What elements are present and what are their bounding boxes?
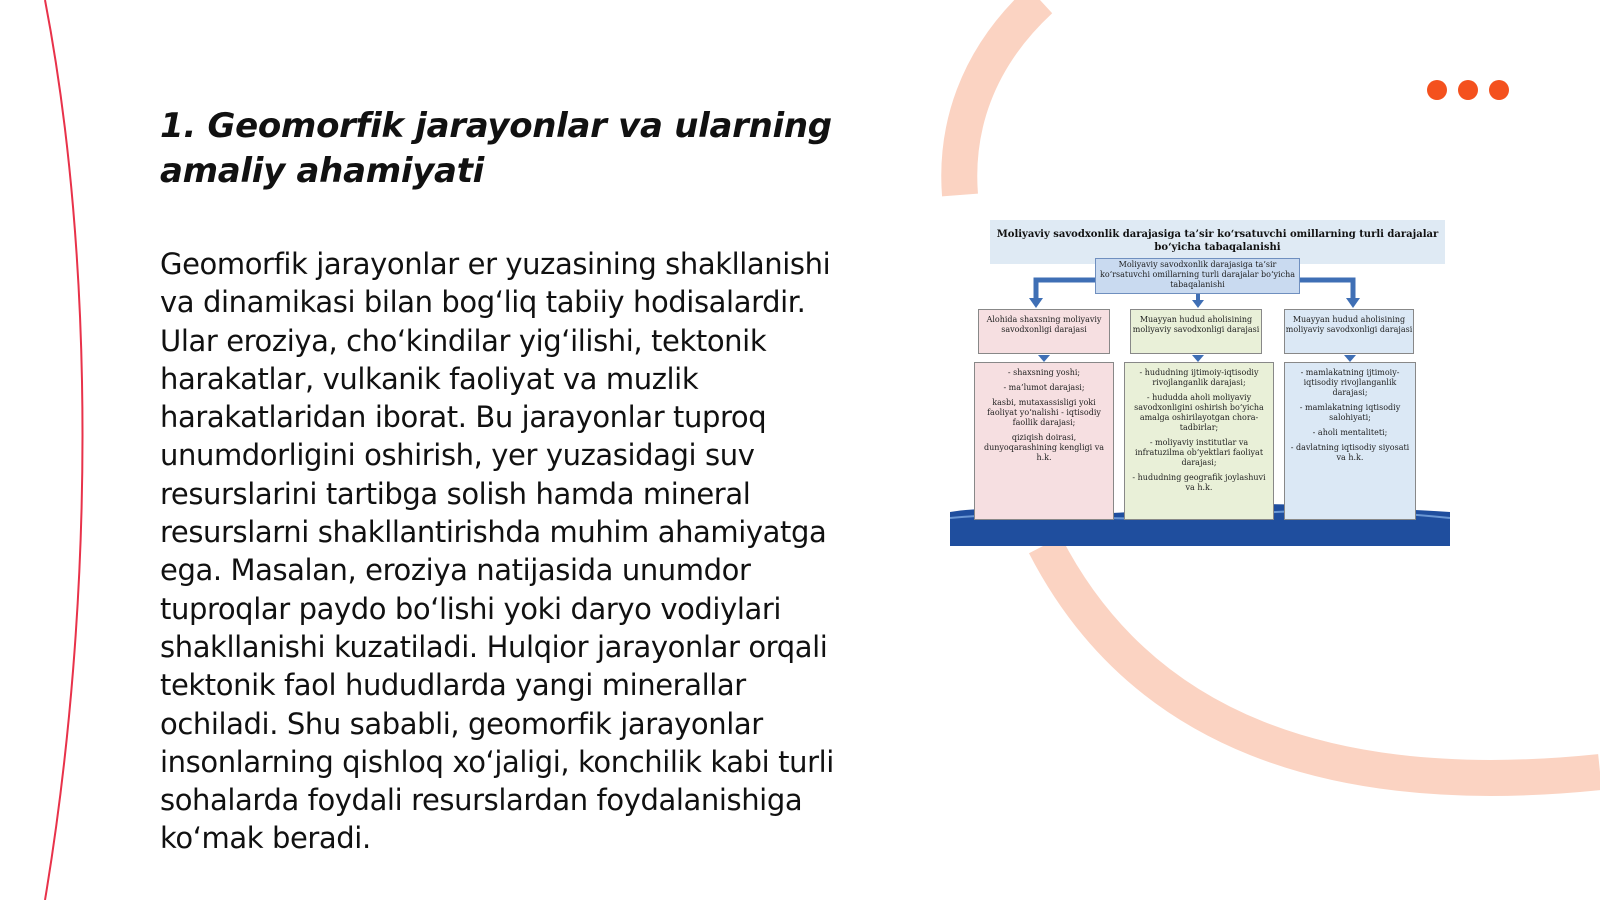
diagram-list-item: - davlatning iqtisodiy siyosati va h.k. xyxy=(1290,443,1410,462)
peach-arc-top xyxy=(959,0,1040,195)
slide-body-text: Geomorfik jarayonlar er yuzasining shakllanishi va dinamikasi bilan bog‘liq tabiiy hodisalardir. Ular eroziya, cho‘kindilar yig‘ilishi, tektonik harakatlar, vulkanik faoliyat va muzlik harakatlaridan iborat. Bu jarayonlar tuproq unumdorligini oshirish, yer yuzasidagi suv resurslarini tartibga solish hamda mineral resurslarni shakllantirishda muhim ahamiyatga ega. Masalan, eroziya natijasida unumdor tuproqlar paydo bo‘lishi yoki daryo vodiylari shakllanishi kuzatiladi. Hulqior jarayonlar orqali tektonik faol hududlarda yangi minerallar ochiladi. Shu sababli, geomorfik jarayonlar insonlarning qishloq xo‘jaligi, konchilik kabi turli sohalarda foydali resurslardan foydalanishiga ko‘mak beradi. xyxy=(160,247,834,856)
orange-dot-1 xyxy=(1427,80,1447,100)
diagram-list-item: - hududning geografik joylashuvi va h.k. xyxy=(1132,473,1266,492)
diagram-image xyxy=(950,216,1450,546)
diagram-list-item: - mamlakatning ijtimoiy-iqtisodiy rivojlanganlik darajasi; xyxy=(1300,368,1400,397)
orange-dot-2 xyxy=(1458,80,1478,100)
diagram-list-item: kasbi, mutaxassisligi yoki faoliyat yo‘nalishi - iqtisodiy faollik darajasi; xyxy=(987,398,1101,427)
diagram-col1-list xyxy=(974,362,1114,520)
diagram-list-item: - aholi mentaliteti; xyxy=(1312,428,1388,437)
diagram-list-item: - ma’lumot darajasi; xyxy=(1003,383,1085,392)
diagram-header: Moliyaviy savodxonlik darajasiga ta’sir ko‘rsatuvchi omillarning turli darajalar bo‘yicha tabaqalanishi xyxy=(990,220,1445,264)
orange-dot-3 xyxy=(1489,80,1509,100)
diagram-col1-title: Alohida shaxsning moliyaviy savodxonligi darajasi xyxy=(978,309,1110,354)
diagram-list-item: - shaxsning yoshi; xyxy=(1007,368,1081,377)
diagram-col3-title: Muayyan hudud aholisining moliyaviy savodxonligi darajasi xyxy=(1284,309,1414,354)
diagram-col2-title: Muayyan hudud aholisining moliyaviy savodxonligi darajasi xyxy=(1130,309,1262,354)
diagram-col3-list xyxy=(1284,362,1416,520)
slide-title: 1. Geomorfik jarayonlar va ularning amaliy ahamiyati xyxy=(160,106,832,191)
diagram-list-item: - hududda aholi moliyaviy savodxonligini oshirish bo‘yicha amalga oshirilayotgan chora-tadbirlar; xyxy=(1134,393,1264,432)
peach-arc-bottom xyxy=(1045,545,1600,778)
dots-decoration xyxy=(1427,80,1517,102)
diagram-subheader: Moliyaviy savodxonlik darajasiga ta’sir ko‘rsatuvchi omillarning turli darajalar bo‘yicha tabaqalanishi xyxy=(1095,258,1300,294)
left-curve-line xyxy=(45,0,83,900)
diagram-list-item: qiziqish doirasi, dunyoqarashining kengligi va h.k. xyxy=(983,433,1105,462)
diagram-list-item: - hududning ijtimoiy-iqtisodiy rivojlanganlik darajasi; xyxy=(1139,368,1259,387)
diagram-list-item: - moliyaviy institutlar va infratuzilma ob’yektlari faoliyat darajasi; xyxy=(1134,438,1264,467)
diagram-list-item: - mamlakatning iqtisodiy salohiyati; xyxy=(1299,403,1401,422)
diagram-col2-list xyxy=(1124,362,1274,520)
